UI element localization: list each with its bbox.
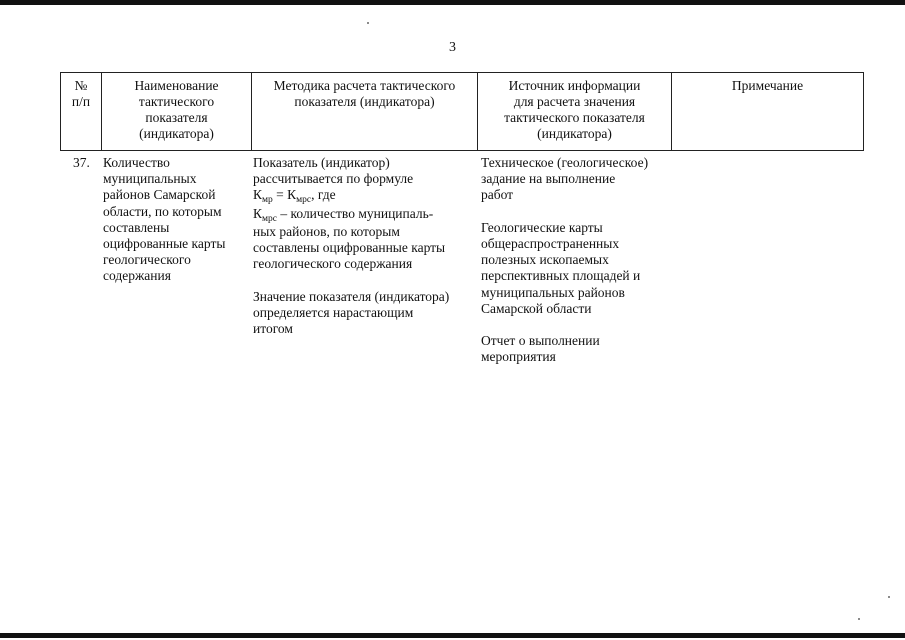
table-header xyxy=(60,72,864,151)
header-information-source: Источник информации для расчета значения тактического показателя (индикатора) xyxy=(478,73,672,151)
page-number: 3 xyxy=(449,40,456,55)
formula-definition: $К_{мрс}$ – количество муниципаль- xyxy=(253,205,434,224)
header-calculation-method: Методика расчета тактического показателя (индикатора) xyxy=(252,73,478,151)
scan-speck xyxy=(858,618,860,620)
information-source: Техническое (геологическое) задание на выполнение работ Геологические карты общераспространенных полезных ископаемых перспективных площадей и муниципальных районов Самарской области Отчет о выполнении мероприятия xyxy=(481,155,649,365)
scan-speck xyxy=(367,22,369,24)
formula: $К_{мр} = К_{мрс}$, где xyxy=(253,187,336,206)
calculation-method: Показатель (индикатор) рассчитывается по формуле $К_{мр} = К_{мрс}$, где $К_{мрс}$ – количество муниципаль- ных районов, по которым составлены оцифрованные карты геологического содержания Значение показателя (индикатора) определяется нарастающим итогом xyxy=(253,155,450,337)
header-indicator-name: Наименование тактического показателя (индикатора) xyxy=(102,73,252,151)
bottom-border-rule xyxy=(0,633,905,638)
row-number: 37. xyxy=(73,155,90,170)
indicator-name: Количество муниципальных районов Самарской области, по которым составлены оцифрованные карты геологического содержания xyxy=(103,155,226,284)
header-note: Примечание xyxy=(672,73,864,151)
top-border-rule xyxy=(0,0,905,5)
header-number: № п/п xyxy=(61,73,102,151)
scan-speck xyxy=(888,596,890,598)
